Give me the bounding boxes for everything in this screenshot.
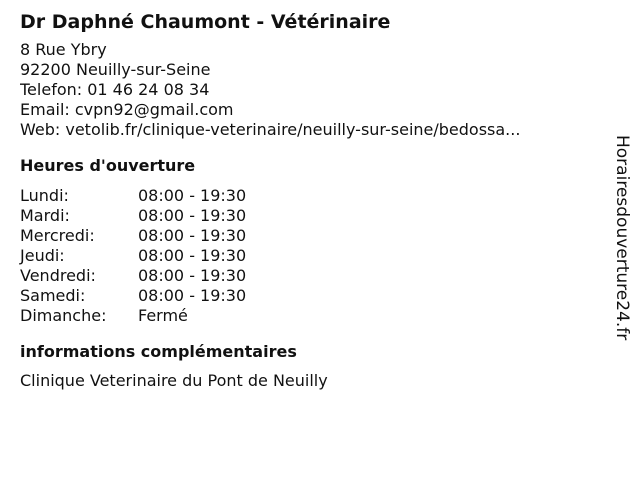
hours-day: Dimanche:	[20, 306, 107, 325]
web-text: Web: vetolib.fr/clinique-veterinaire/neuilly-sur-seine/bedossa...	[20, 120, 521, 139]
hours-day: Mardi:	[20, 206, 70, 225]
hours-row-mercredi	[20, 226, 600, 246]
hours-time: 08:00 - 19:30	[138, 206, 247, 225]
hours-day: Lundi:	[20, 186, 69, 205]
info-heading: informations complémentaires	[20, 342, 297, 361]
hours-time: 08:00 - 19:30	[138, 266, 247, 285]
hours-row-mardi	[20, 206, 600, 226]
hours-time: 08:00 - 19:30	[138, 186, 247, 205]
hours-row-samedi	[20, 286, 600, 306]
hours-row-jeudi	[20, 246, 600, 266]
hours-time: 08:00 - 19:30	[138, 226, 247, 245]
hours-row-lundi	[20, 186, 600, 206]
page-title: Dr Daphné Chaumont - Vétérinaire	[20, 11, 391, 33]
hours-row-dimanche	[20, 306, 600, 326]
address-street: 8 Rue Ybry	[20, 40, 107, 59]
info-text: Clinique Veterinaire du Pont de Neuilly	[20, 371, 328, 390]
hours-day: Samedi:	[20, 286, 86, 305]
hours-time: 08:00 - 19:30	[138, 246, 247, 265]
hours-day: Vendredi:	[20, 266, 96, 285]
watermark-text: Horairesdouverture24.fr	[612, 135, 632, 341]
hours-row-vendredi	[20, 266, 600, 286]
hours-heading: Heures d'ouverture	[20, 156, 196, 175]
address-block	[20, 40, 600, 140]
email-text: Email: cvpn92@gmail.com	[20, 100, 234, 119]
phone-text: Telefon: 01 46 24 08 34	[20, 80, 210, 99]
address-city: 92200 Neuilly-sur-Seine	[20, 60, 211, 79]
hours-time: 08:00 - 19:30	[138, 286, 247, 305]
hours-time: Fermé	[138, 306, 188, 325]
hours-day: Mercredi:	[20, 226, 95, 245]
hours-table	[20, 186, 600, 326]
hours-day: Jeudi:	[20, 246, 65, 265]
vet-info-card	[20, 10, 600, 391]
